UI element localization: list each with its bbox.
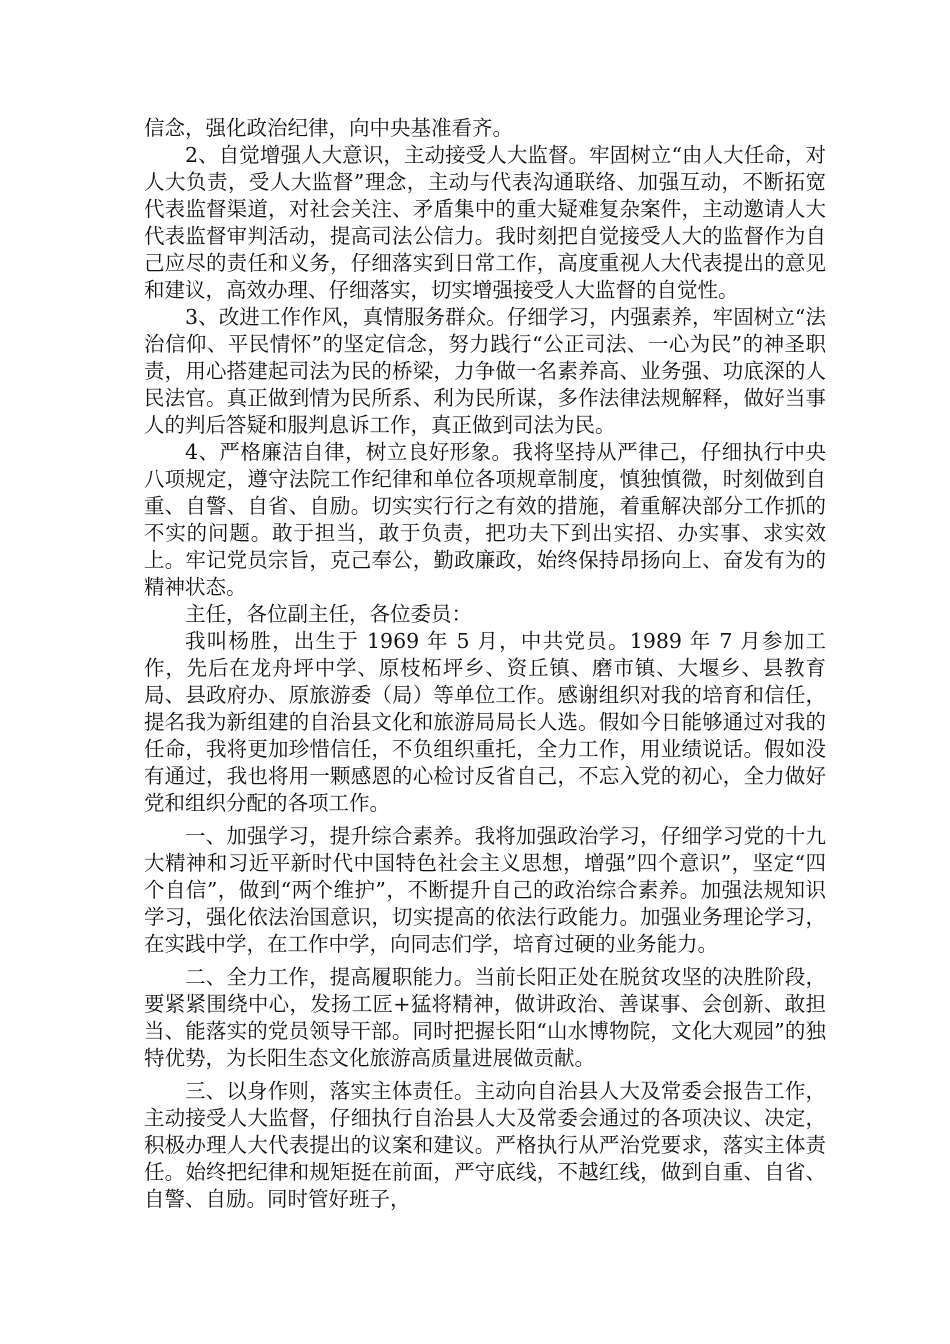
paragraph-self-introduction: 我叫杨胜，出生于 1969 年 5 月，中共党员。1989 年 7 月参加工作，先后在龙舟坪中学、原枝柘坪乡、资丘镇、磨市镇、大堰乡、县教育局、县政府办、原旅游委（局）等单位工作。感谢组织对我的培育和信任，提名我为新组建的自治县文化和旅游局局长人选。假如今日能够通过对我的任命，我将更加珍惜信任，不负组织重托，全力工作，用业绩说话。假如没有通过，我也将用一颗感恩的心检讨反省自己，不忘入党的初心，全力做好党和组织分配的各项工作。 <box>144 629 826 815</box>
paragraph-full-effort: 二、全力工作，提高履职能力。当前长阳正处在脱贫攻坚的决胜阶段，要紧紧围绕中心，发扬工匠+猛将精神，做讲政治、善谋事、会创新、敢担当、能落实的党员领导干部。同时把握长阳“山水博物院，文化大观园”的独特优势，为长阳生态文化旅游高质量进展做贡献。 <box>144 965 826 1070</box>
paragraph-integrity: 4、严格廉洁自律，树立良好形象。我将坚持从严律己，仔细执行中央八项规定，遵守法院工作纪律和单位各项规章制度，慎独慎微，时刻做到自重、自警、自省、自励。切实实行行之有效的措施，着重解决部分工作抓的不实的问题。敢于担当，敢于负责，把功夫下到出实招、办实事、求实效上。牢记党员宗旨，克己奉公，勤政廉政，始终保持昂扬向上、奋发有为的精神状态。 <box>144 440 826 599</box>
paragraph-continuation: 信念，强化政治纪律，向中央基准看齐。 <box>144 116 513 140</box>
paragraph-people-congress-supervision: 2、自觉增强人大意识，主动接受人大监督。牢固树立“由人大任命，对人大负责，受人大监督”理念，主动与代表沟通联络、加强互动，不断拓宽代表监督渠道，对社会关注、矛盾集中的重大疑难复杂案件，主动邀请人大代表监督审判活动，提高司法公信力。我时刻把自觉接受人大的监督作为自己应尽的责任和义务，仔细落实到日常工作，高度重视人大代表提出的意见和建议，高效办理、仔细落实，切实增强接受人大监督的自觉性。 <box>144 143 826 302</box>
paragraph-salutation: 主任，各位副主任，各位委员： <box>185 602 472 626</box>
document-body <box>144 115 826 1213</box>
paragraph-strengthen-study: 一、加强学习，提升综合素养。我将加强政治学习，仔细学习党的十九大精神和习近平新时代中国特色社会主义思想，增强”四个意识”，坚定“四个自信”，做到“两个维护”，不断提升自己的政治综合素养。加强法规知识学习，强化依法治国意识，切实提高的依法行政能力。加强业务理论学习，在实践中学，在工作中学，向同志们学，培育过硬的业务能力。 <box>144 824 826 956</box>
paragraph-work-style: 3、改进工作作风，真情服务群众。仔细学习，内强素养，牢固树立“法治信仰、平民情怀”的坚定信念，努力践行“公正司法、一心为民”的神圣职责，用心搭建起司法为民的桥梁，力争做一名素养高、业务强、功底深的人民法官。真正做到情为民所系、利为民所谋，多作法律法规解释，做好当事人的判后答疑和服判息诉工作，真正做到司法为民。 <box>144 305 826 437</box>
paragraph-lead-by-example: 三、以身作则，落实主体责任。主动向自治县人大及常委会报告工作，主动接受人大监督，仔细执行自治县人大及常委会通过的各项决议、决定，积极办理人大代表提出的议案和建议。严格执行从严治党要求，落实主体责任。始终把纪律和规矩挺在前面，严守底线，不越红线，做到自重、自省、自警、自励。同时管好班子， <box>144 1079 826 1211</box>
